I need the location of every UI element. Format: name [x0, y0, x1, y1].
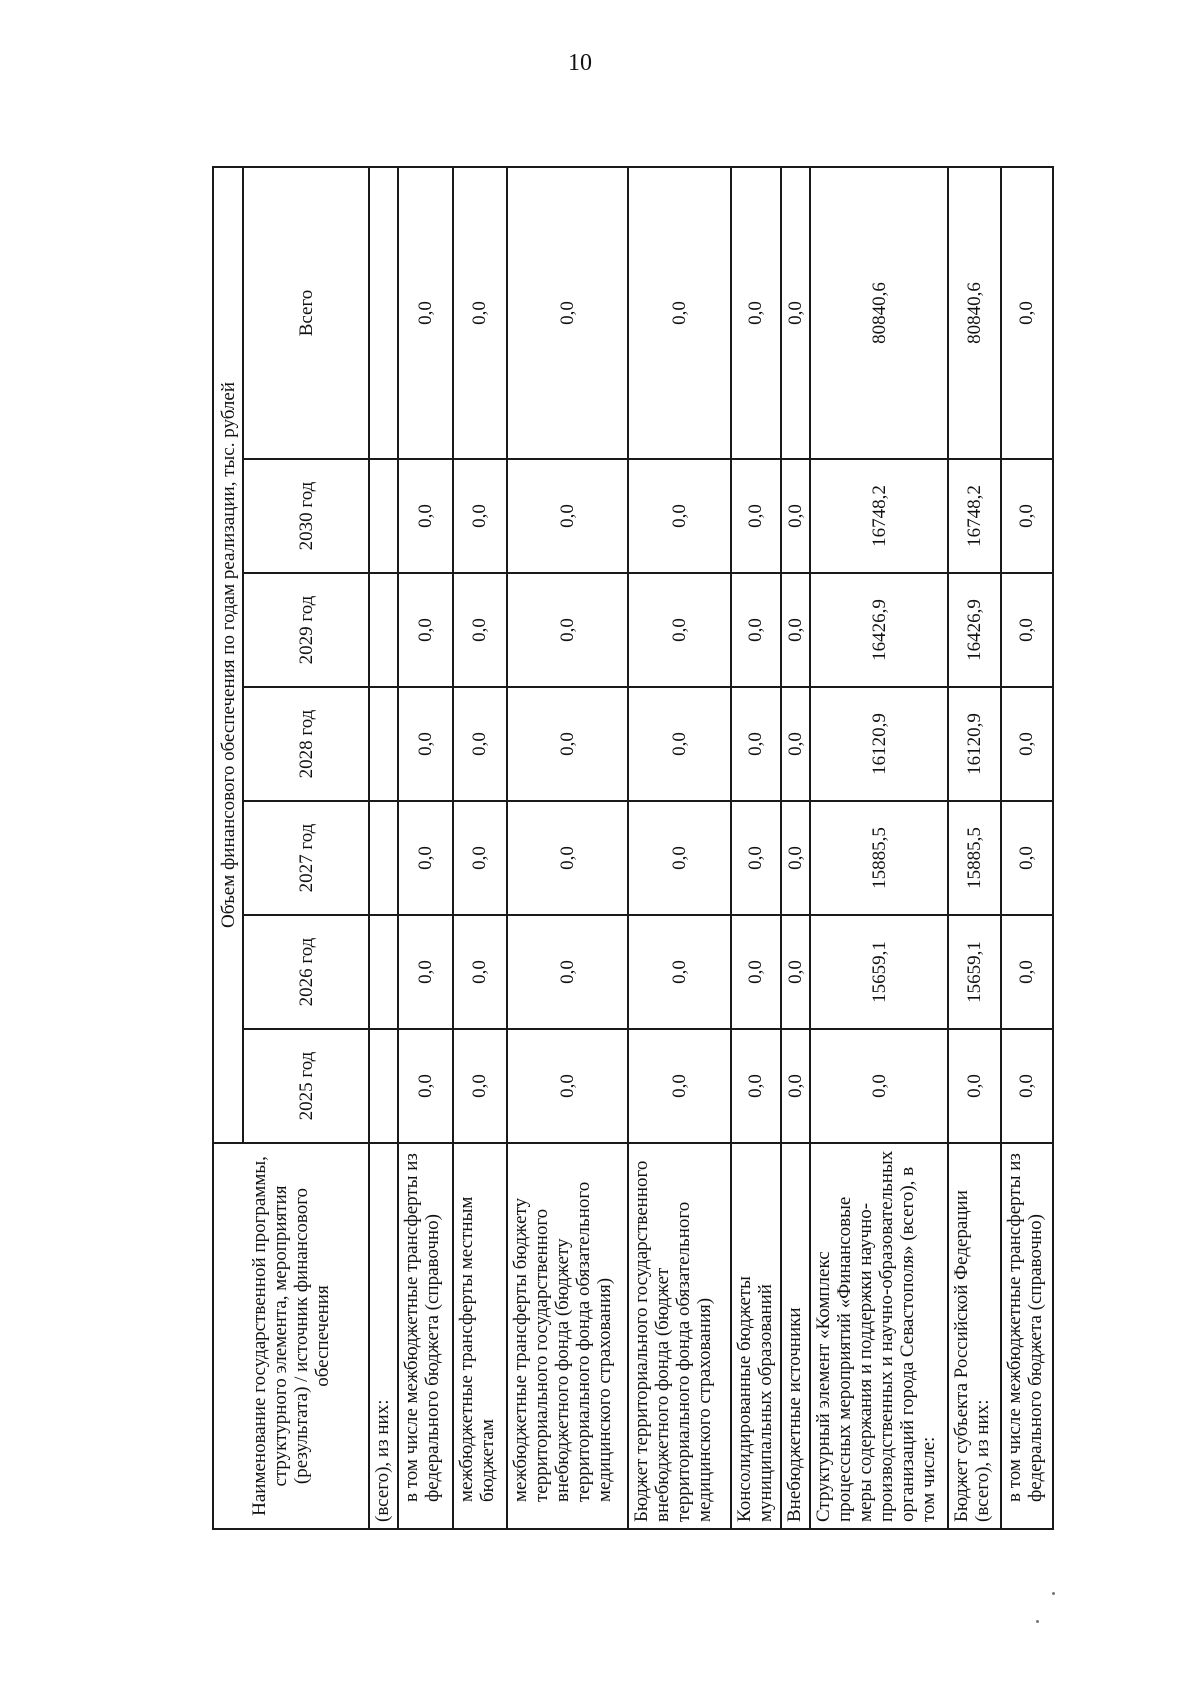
value-cell-2026: 0,0 — [507, 915, 628, 1029]
value-cell-2025: 0,0 — [453, 1029, 507, 1143]
value-cell-2027: 0,0 — [781, 801, 810, 915]
value-cell-2028: 0,0 — [398, 687, 452, 801]
value-cell-2028: 0,0 — [507, 687, 628, 801]
row-name: в том числе межбюджетные трансферты из федерального бюджета (справочно) — [1001, 1143, 1053, 1529]
row-name: межбюджетные трансферты бюджету территориального государственного внебюджетного фонда (бюджету территориального фонда обязательного медицинского страхования) — [507, 1143, 628, 1529]
value-cell-2027 — [369, 801, 398, 915]
value-cell-2025: 0,0 — [507, 1029, 628, 1143]
header-year-2025: 2025 год — [243, 1029, 369, 1143]
value-cell-2028: 0,0 — [453, 687, 507, 801]
value-cell-2026: 0,0 — [1001, 915, 1053, 1029]
value-cell-total: 80840,6 — [948, 167, 1000, 459]
value-cell-2025: 0,0 — [810, 1029, 948, 1143]
value-cell-total: 0,0 — [781, 167, 810, 459]
header-year-2026: 2026 год — [243, 915, 369, 1029]
value-cell-2028 — [369, 687, 398, 801]
scan-speck — [1036, 1620, 1039, 1623]
row-name: Структурный элемент «Комплекс процессных мероприятий «Финансовые меры содержания и поддержки научно-производственных и научно-образовательных организаций города Севастополя» (всего), в том числе: — [810, 1143, 948, 1529]
value-cell-2029: 0,0 — [398, 573, 452, 687]
table-body — [369, 167, 1053, 1529]
value-cell-2028: 0,0 — [731, 687, 781, 801]
table-row — [507, 167, 628, 1529]
value-cell-2026: 0,0 — [731, 915, 781, 1029]
value-cell-2025: 0,0 — [781, 1029, 810, 1143]
row-name: Консолидированные бюджеты муниципальных образований — [731, 1143, 781, 1529]
value-cell-2030: 0,0 — [507, 459, 628, 573]
table-header — [213, 167, 369, 1529]
value-cell-2027: 0,0 — [628, 801, 730, 915]
table-row — [369, 167, 398, 1529]
value-cell-total: 0,0 — [731, 167, 781, 459]
value-cell-2029: 0,0 — [731, 573, 781, 687]
value-cell-2026 — [369, 915, 398, 1029]
value-cell-2029 — [369, 573, 398, 687]
value-cell-2028: 16120,9 — [810, 687, 948, 801]
value-cell-2030: 0,0 — [453, 459, 507, 573]
row-name: Бюджет территориального государственного внебюджетного фонда (бюджет территориального фонда обязательного медицинского страхования) — [628, 1143, 730, 1529]
header-year-2030: 2030 год — [243, 459, 369, 573]
value-cell-2026: 0,0 — [628, 915, 730, 1029]
page-number: 10 — [568, 50, 592, 76]
value-cell-2026: 15659,1 — [810, 915, 948, 1029]
table-row — [948, 167, 1000, 1529]
header-total: Всего — [243, 167, 369, 459]
value-cell-2025 — [369, 1029, 398, 1143]
value-cell-2028: 0,0 — [781, 687, 810, 801]
value-cell-2025: 0,0 — [398, 1029, 452, 1143]
scan-speck — [1052, 1592, 1055, 1595]
value-cell-2026: 0,0 — [781, 915, 810, 1029]
table-row — [398, 167, 452, 1529]
value-cell-2027: 15885,5 — [948, 801, 1000, 915]
value-cell-2026: 15659,1 — [948, 915, 1000, 1029]
value-cell-2026: 0,0 — [398, 915, 452, 1029]
row-name: межбюджетные трансферты местным бюджетам — [453, 1143, 507, 1529]
value-cell-2029: 0,0 — [507, 573, 628, 687]
value-cell-2029: 16426,9 — [810, 573, 948, 687]
header-year-2027: 2027 год — [243, 801, 369, 915]
row-name: (всего), из них: — [369, 1143, 398, 1529]
table-row — [453, 167, 507, 1529]
table-row — [731, 167, 781, 1529]
row-name: Бюджет субъекта Российской Федерации (всего), из них: — [948, 1143, 1000, 1529]
value-cell-2027: 0,0 — [398, 801, 452, 915]
value-cell-total: 0,0 — [628, 167, 730, 459]
table-row — [781, 167, 810, 1529]
header-name-column: Наименование государственной программы, структурного элемента, мероприятия (результата) / источник финансового обеспечения — [213, 1143, 369, 1529]
value-cell-2026: 0,0 — [453, 915, 507, 1029]
value-cell-2025: 0,0 — [628, 1029, 730, 1143]
value-cell-total: 0,0 — [507, 167, 628, 459]
value-cell-2027: 0,0 — [1001, 801, 1053, 915]
table-row — [628, 167, 730, 1529]
value-cell-2029: 0,0 — [1001, 573, 1053, 687]
value-cell-2028: 16120,9 — [948, 687, 1000, 801]
value-cell-total: 0,0 — [453, 167, 507, 459]
value-cell-2029: 0,0 — [628, 573, 730, 687]
value-cell-2027: 0,0 — [453, 801, 507, 915]
value-cell-2030: 0,0 — [1001, 459, 1053, 573]
row-name: Внебюджетные источники — [781, 1143, 810, 1529]
value-cell-2030 — [369, 459, 398, 573]
value-cell-2028: 0,0 — [1001, 687, 1053, 801]
rotated-table-container — [212, 168, 1054, 1530]
value-cell-2027: 15885,5 — [810, 801, 948, 915]
value-cell-total — [369, 167, 398, 459]
value-cell-2030: 0,0 — [731, 459, 781, 573]
rotated-table-inner — [212, 168, 1054, 1530]
value-cell-2029: 16426,9 — [948, 573, 1000, 687]
table-row — [810, 167, 948, 1529]
value-cell-2027: 0,0 — [731, 801, 781, 915]
value-cell-2029: 0,0 — [453, 573, 507, 687]
header-financing-group: Объем финансового обеспечения по годам реализации, тыс. рублей — [213, 167, 243, 1143]
value-cell-2030: 16748,2 — [948, 459, 1000, 573]
value-cell-2030: 0,0 — [398, 459, 452, 573]
row-name: в том числе межбюджетные трансферты из федерального бюджета (справочно) — [398, 1143, 452, 1529]
header-year-2029: 2029 год — [243, 573, 369, 687]
header-year-2028: 2028 год — [243, 687, 369, 801]
value-cell-2030: 16748,2 — [810, 459, 948, 573]
value-cell-2030: 0,0 — [628, 459, 730, 573]
value-cell-2025: 0,0 — [731, 1029, 781, 1143]
value-cell-2030: 0,0 — [781, 459, 810, 573]
financing-table — [212, 166, 1054, 1530]
value-cell-total: 0,0 — [1001, 167, 1053, 459]
value-cell-2025: 0,0 — [948, 1029, 1000, 1143]
value-cell-2027: 0,0 — [507, 801, 628, 915]
value-cell-total: 80840,6 — [810, 167, 948, 459]
value-cell-2028: 0,0 — [628, 687, 730, 801]
value-cell-total: 0,0 — [398, 167, 452, 459]
value-cell-2029: 0,0 — [781, 573, 810, 687]
value-cell-2025: 0,0 — [1001, 1029, 1053, 1143]
table-row — [1001, 167, 1053, 1529]
